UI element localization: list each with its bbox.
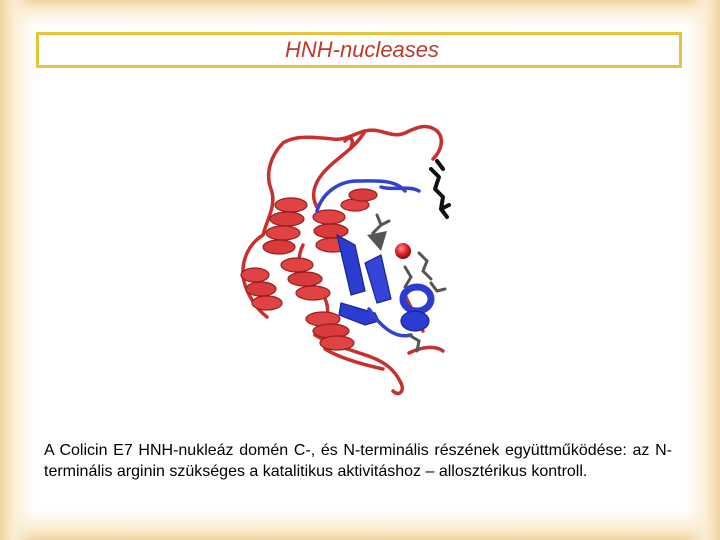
protein-structure-figure xyxy=(205,95,517,417)
slide-caption: A Colicin E7 HNH-nukleáz domén C-, és N-terminális részének együttműködése: az N-terminális arginin szükséges a katalitikus aktivitáshoz – allosztérikus kontroll. xyxy=(44,442,672,480)
metal-ion-sphere xyxy=(395,243,411,259)
title-box xyxy=(36,32,682,68)
protein-ribbon-diagram xyxy=(205,95,517,417)
helix-top-left xyxy=(263,198,307,254)
gray-arrow-strand xyxy=(367,231,387,251)
beta-strands xyxy=(337,235,431,331)
helix-middle xyxy=(281,258,330,300)
helix-left-lower xyxy=(241,268,282,310)
slide-title: HNH-nucleases xyxy=(284,37,440,62)
helix-top-right xyxy=(341,189,377,211)
n-terminal-chain xyxy=(431,161,449,217)
